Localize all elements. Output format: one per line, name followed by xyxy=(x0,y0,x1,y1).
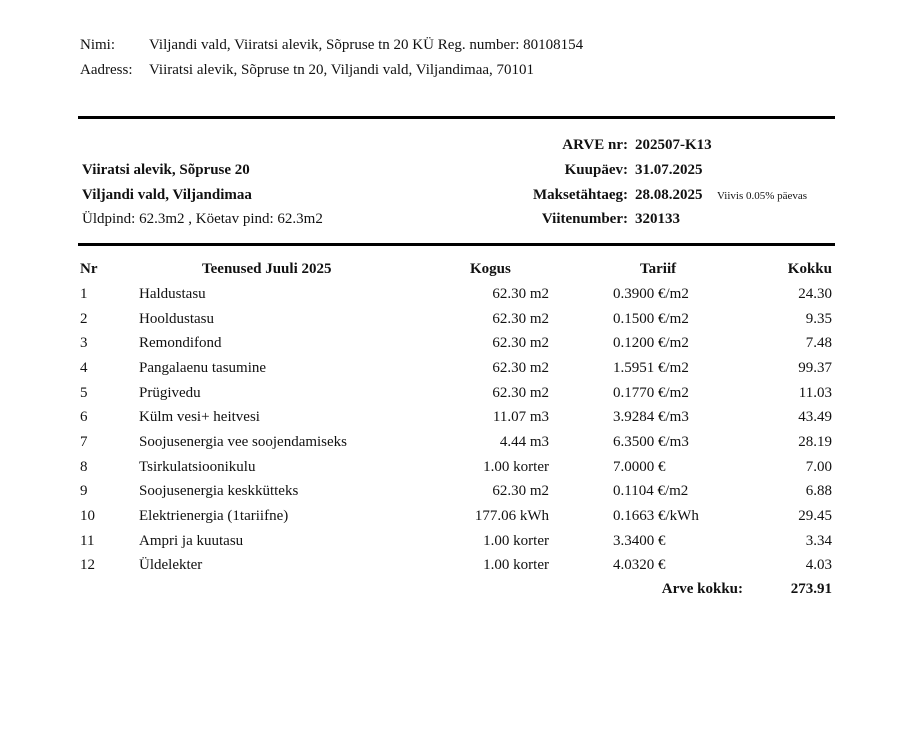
row-service: Hooldustasu xyxy=(139,310,214,327)
row-tariff: 0.1200 €/m2 xyxy=(613,335,689,352)
row-total: 3.34 xyxy=(805,532,832,549)
col-header-service: Teenused Juuli 2025 xyxy=(202,261,332,277)
row-total: 4.03 xyxy=(805,557,832,574)
row-number: 4 xyxy=(80,359,88,376)
row-tariff: 3.9284 €/m3 xyxy=(613,409,689,426)
row-service: Soojusenergia keskkütteks xyxy=(139,483,299,500)
row-service: Pangalaenu tasumine xyxy=(139,359,267,376)
property-line-1: Viiratsi alevik, Sõpruse 20 xyxy=(82,162,250,178)
invoice-date-value: 31.07.2025 xyxy=(635,162,703,178)
row-quantity: 62.30 m2 xyxy=(492,384,549,401)
penalty-note: Viivis 0.05% päevas xyxy=(717,190,808,202)
row-quantity: 11.07 m3 xyxy=(492,409,549,426)
invoice-number-label: ARVE nr: xyxy=(562,137,628,153)
invoice-total-value: 273.91 xyxy=(790,581,832,597)
due-date-label: Maksetähtaeg: xyxy=(533,187,628,203)
row-quantity: 62.30 m2 xyxy=(492,483,549,500)
address-value: Viiratsi alevik, Sõpruse tn 20, Viljandi vald, Viljandimaa, 70101 xyxy=(149,62,535,78)
reference-value: 320133 xyxy=(635,211,680,227)
row-quantity: 62.30 m2 xyxy=(492,286,549,302)
col-header-nr: Nr xyxy=(80,261,98,277)
row-total: 6.88 xyxy=(805,483,832,500)
row-quantity: 1.00 korter xyxy=(483,532,549,549)
row-service: Külm vesi+ heitvesi xyxy=(139,409,260,426)
row-total: 99.37 xyxy=(798,359,832,376)
row-number: 8 xyxy=(80,458,88,475)
row-total: 43.49 xyxy=(798,409,832,426)
row-service: Tsirkulatsioonikulu xyxy=(139,458,256,475)
row-total: 11.03 xyxy=(798,384,832,401)
table-row xyxy=(0,459,898,484)
table-row xyxy=(0,409,898,434)
table-row xyxy=(0,557,898,582)
due-date-value: 28.08.2025 xyxy=(635,187,703,203)
row-quantity: 1.00 korter xyxy=(483,557,549,574)
row-total: 24.30 xyxy=(798,286,832,302)
top-divider xyxy=(78,116,835,119)
row-total: 7.48 xyxy=(805,335,832,352)
address-label: Aadress: xyxy=(80,62,133,78)
row-quantity: 177.06 kWh xyxy=(474,507,549,524)
row-quantity: 4.44 m3 xyxy=(499,433,549,450)
row-number: 7 xyxy=(80,433,88,450)
row-total: 28.19 xyxy=(798,433,832,450)
invoice-number-value: 202507-K13 xyxy=(635,137,712,153)
table-row xyxy=(0,311,898,336)
row-number: 1 xyxy=(80,286,88,302)
table-row xyxy=(0,360,898,385)
row-quantity: 1.00 korter xyxy=(483,458,549,475)
table-row xyxy=(0,335,898,360)
name-label: Nimi: xyxy=(80,37,116,53)
invoice-date-label: Kuupäev: xyxy=(564,162,628,178)
row-tariff: 0.1500 €/m2 xyxy=(613,310,689,327)
row-number: 12 xyxy=(80,557,95,574)
table-row xyxy=(0,483,898,508)
property-line-2: Viljandi vald, Viljandimaa xyxy=(82,187,252,203)
row-service: Prügivedu xyxy=(139,384,201,401)
table-row xyxy=(0,286,898,311)
row-number: 9 xyxy=(80,483,88,500)
col-header-tariff: Tariif xyxy=(640,261,677,277)
row-tariff: 3.3400 € xyxy=(613,532,666,549)
row-number: 5 xyxy=(80,384,88,401)
table-row xyxy=(0,508,898,533)
row-service: Remondifond xyxy=(139,335,222,352)
row-tariff: 0.3900 €/m2 xyxy=(613,286,689,302)
row-service: Elektrienergia (1tariifne) xyxy=(139,507,289,524)
row-quantity: 62.30 m2 xyxy=(492,335,549,352)
row-total: 9.35 xyxy=(805,310,832,327)
row-number: 11 xyxy=(80,532,95,549)
property-area: Üldpind: 62.3m2 , Köetav pind: 62.3m2 xyxy=(82,211,323,227)
row-service: Soojusenergia vee soojendamiseks xyxy=(139,433,348,450)
row-quantity: 62.30 m2 xyxy=(492,310,549,327)
table-row xyxy=(0,385,898,410)
row-tariff: 7.0000 € xyxy=(613,458,666,475)
row-service: Haldustasu xyxy=(139,286,206,302)
row-tariff: 4.0320 € xyxy=(613,557,666,574)
invoice-total-label: Arve kokku: xyxy=(661,581,743,597)
row-tariff: 6.3500 €/m3 xyxy=(613,433,689,450)
row-number: 10 xyxy=(80,507,95,524)
table-divider xyxy=(78,243,835,246)
name-value: Viljandi vald, Viiratsi alevik, Sõpruse tn 20 KÜ Reg. number: 80108154 xyxy=(149,37,584,53)
row-tariff: 1.5951 €/m2 xyxy=(613,359,689,376)
table-row xyxy=(0,434,898,459)
row-number: 6 xyxy=(80,409,88,426)
row-total: 29.45 xyxy=(798,507,832,524)
row-tariff: 0.1663 €/kWh xyxy=(613,507,699,524)
col-header-quantity: Kogus xyxy=(470,261,511,277)
row-service: Ampri ja kuutasu xyxy=(139,532,244,549)
col-header-total: Kokku xyxy=(787,261,832,277)
row-tariff: 0.1770 €/m2 xyxy=(613,384,689,401)
row-number: 2 xyxy=(80,310,88,327)
row-service: Üldelekter xyxy=(139,557,203,574)
table-row xyxy=(0,533,898,558)
row-tariff: 0.1104 €/m2 xyxy=(613,483,689,500)
reference-label: Viitenumber: xyxy=(541,211,628,227)
row-total: 7.00 xyxy=(805,458,832,475)
row-quantity: 62.30 m2 xyxy=(492,359,549,376)
row-number: 3 xyxy=(80,335,88,352)
